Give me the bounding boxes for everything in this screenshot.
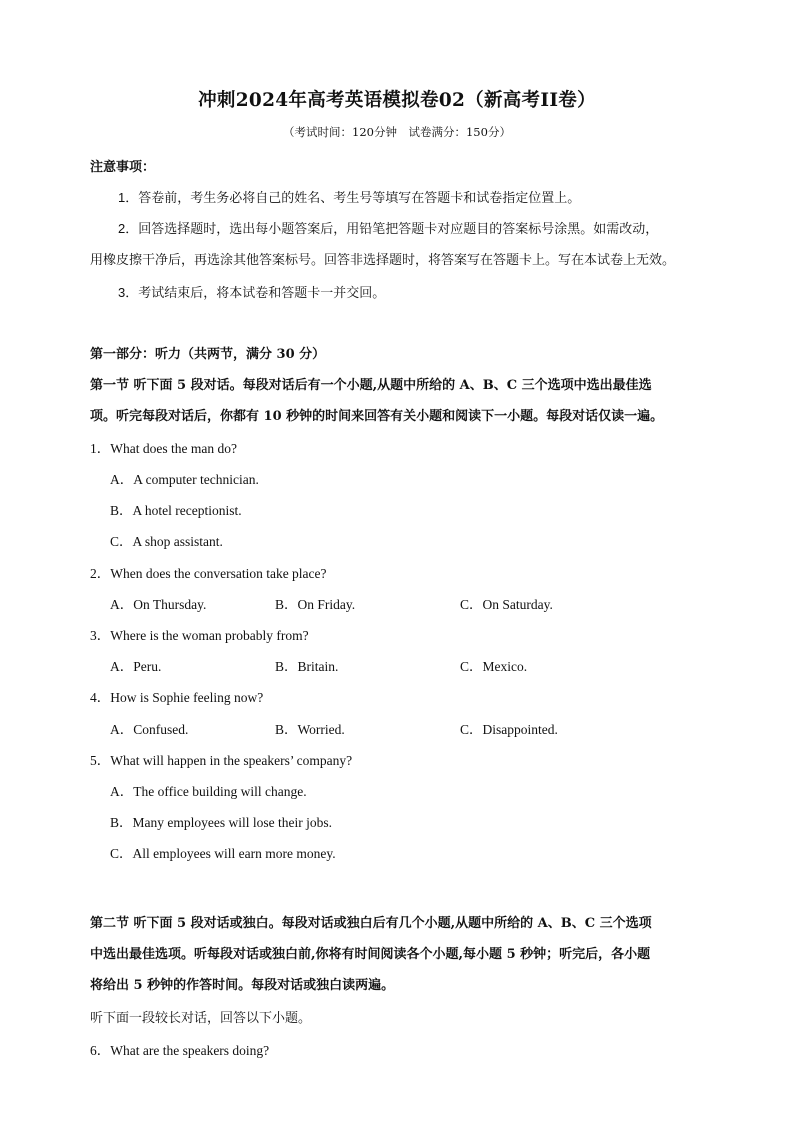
question-1-option-b: B．A hotel receptionist. [110,503,242,518]
question-4-option-a: A．Confused. [110,722,189,737]
section1-instructions-line-1: 第一节 听下面 5 段对话。每段对话后有一个小题,从题中所给的 A、B、C 三个选项中选出最佳选 [90,378,652,393]
notes-item-3: 3．考试结束后，将本试卷和答题卡一并交回。 [118,285,386,300]
question-2-stem: 2．When does the conversation take place? [90,566,327,581]
question-5-stem: 5．What will happen in the speakers’ company? [90,753,353,768]
page-title: 冲刺2024年高考英语模拟卷02（新高考II卷） [198,90,596,111]
question-2-option-b: B．On Friday. [275,597,356,612]
notes-heading: 注意事项： [90,160,156,175]
notes-item-2-line-1: 2．回答选择题时，选出每小题答案后，用铅笔把答题卡对应题目的答案标号涂黑。如需改动， [118,221,659,236]
question-4-option-c: C．Disappointed. [460,722,558,737]
question-1-stem: 1．What does the man do? [90,441,237,456]
section2-instructions-line-1: 第二节 听下面 5 段对话或独白。每段对话或独白后有几个小题,从题中所给的 A、B、C 三个选项 [90,916,652,931]
part1-heading: 第一部分：听力（共两节，满分 30 分） [90,347,326,362]
section2-instructions-line-3: 将给出 5 秒钟的作答时间。每段对话或独白读两遍。 [90,978,395,993]
question-3-option-c: C．Mexico. [460,659,528,674]
long-dialogue-instruction: 听下面一段较长对话，回答以下小题。 [90,1010,312,1025]
question-2-option-c: C．On Saturday. [460,597,553,612]
section1-instructions-line-2: 项。听完每段对话后，你都有 10 秒钟的时间来回答有关小题和阅读下一小题。每段对话仅读一遍。 [90,409,664,424]
question-3-stem: 3．Where is the woman probably from? [90,628,309,643]
question-3-option-b: B．Britain. [275,659,339,674]
exam-info: （考试时间：120分钟 试卷满分：150分） [283,125,511,139]
question-4-stem: 4．How is Sophie feeling now? [90,690,264,705]
question-5-option-c: C．All employees will earn more money. [110,846,336,861]
question-5-option-b: B．Many employees will lose their jobs. [110,815,332,830]
section2-instructions-line-2: 中选出最佳选项。听每段对话或独白前,你将有时间阅读各个小题,每小题 5 秒钟；听完后，各小题 [90,947,651,962]
question-4-option-b: B．Worried. [275,722,345,737]
question-1-option-a: A．A computer technician. [110,472,259,487]
notes-item-2-line-2: 用橡皮擦干净后，再选涂其他答案标号。回答非选择题时，将答案写在答题卡上。写在本试卷上无效。 [90,252,676,267]
question-2-option-a: A．On Thursday. [110,597,207,612]
question-1-option-c: C．A shop assistant. [110,534,223,549]
question-3-option-a: A．Peru. [110,659,162,674]
question-6-stem: 6．What are the speakers doing? [90,1043,270,1058]
question-5-option-a: A．The office building will change. [110,784,307,799]
notes-item-1: 1．答卷前，考生务必将自己的姓名、考生号等填写在答题卡和试卷指定位置上。 [118,190,581,205]
